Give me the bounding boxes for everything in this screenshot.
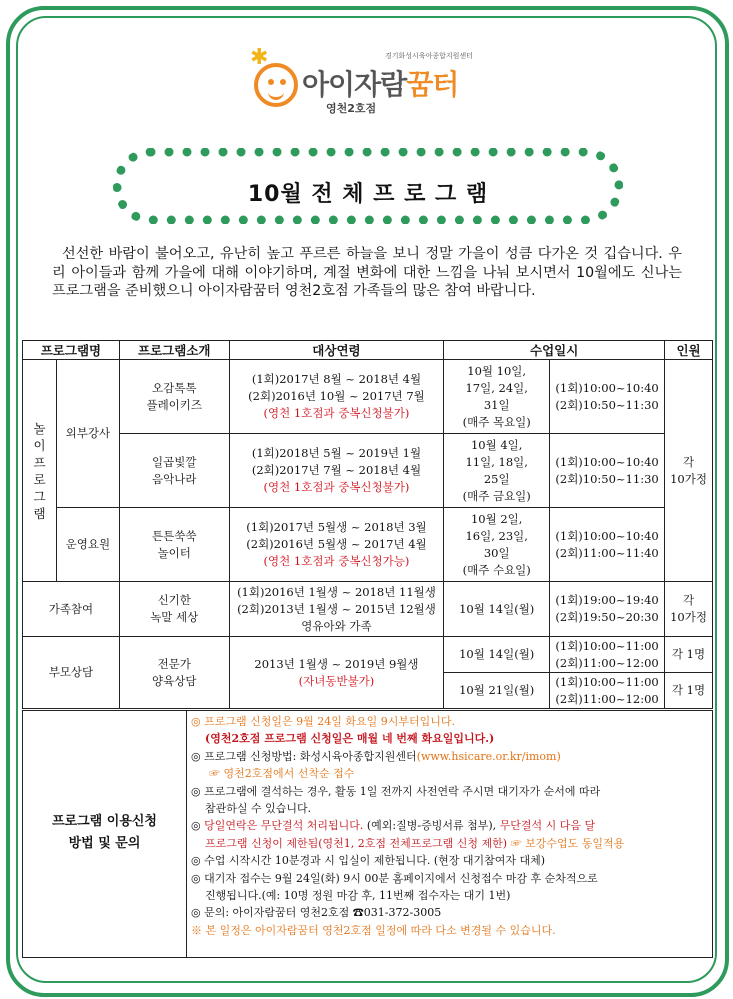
table-row: 가족참여 신기한 녹말 세상 (1회)2016년 1월생 ~ 2018년 11월생 (2회)2013년 1월생 ~ 2015년 12월생 영유아와 가족 10월 14일(월) (1회)19:00~19:40 (2회)19:50~20:30 각 10가정 [23,582,713,637]
brand-name: 아이자람꿈터 [302,68,459,101]
play-group-label: 놀 이 프 로 그 램 [23,360,57,582]
logo [240,45,510,115]
homepage-link[interactable]: (www.hsicare.or.kr/imom) [416,749,561,763]
program-table [22,340,713,709]
info-label: 프로그램 이용신청 방법 및 문의 [52,814,157,851]
smile-face-icon [254,63,298,107]
info-section [22,710,713,958]
table-header: 프로그램명 프로그램소개 대상연령 수업일시 인원 [23,341,713,360]
play-capacity: 각 10가정 [665,360,713,582]
table-row: 놀 이 프 로 그 램 외부강사 오감톡톡 플레이키즈 (1회)2017년 8월 ~ 2018년 4월 (2회)2016년 10월 ~ 2017년 7월 (영천 1호점과 중복신청불가) 10월 10일, 17일, 24일, 31일 (매주 목요일) (1회)10:00~10:40 (2회)10:50~11:30 각 10가정 [23,360,713,434]
table-row: 10월 21일(월) (1회)10:00~11:00 (2회)11:00~12:00 각 1명 [23,673,713,709]
branch-name: 영천2호점 [326,102,377,115]
intro-paragraph: 선선한 바람이 불어오고, 유난히 높고 푸르른 하늘을 보니 정말 가을이 성큼 다가온 것 깁습니다. 우리 아이들과 함께 가을에 대해 이야기하며, 계절 변화에 대한 느낌을 나눠 보시면서 10월에도 신나는 프로그램을 준비했으니 아이자람꿈터 영천2호점 가족들의 많은 참여 바랍니다. [52,246,682,299]
star-icon: ✱ [250,45,269,70]
table-row: 일곱빛깔 음악나라 (1회)2018년 5월 ~ 2019년 1월 (2회)2017년 7월 ~ 2018년 4월 (영천 1호점과 중복신청불가) 10월 4일, 11일, 18일, 25일 (매주 금요일) (1회)10:00~10:40 (2회)10:50~11:30 [23,434,713,508]
page-title: 10월 전 체 프 로 그 램 [247,182,489,207]
title-box [113,148,623,224]
info-body: ◎ 프로그램 신청일은 9월 24일 화요일 9시부터입니다. (영천2호점 프로그램 신청일은 매월 네 번째 화요일입니다.) ◎ 프로그램 신청방법: 화성시육아종합지원센터(www.hsicare.or.kr/imom) ☞ 영천2호점에서 선착순 접수 ◎ 프로그램에 결석하는 경우, 활동 1일 전까지 사전연락 주시면 대기자가 순서에 따라 참관하실 수 있습니다. ◎ 당일연락은 무단결석 처리됩니다. (예외:질병-증빙서류 첨부), 무단결석 시 다음 달 프로그램 신청이 제한됨(영천1, 2호점 전체프로그램 신청 제한) ☞ 보강수업도 동일적용 ◎ 수업 시작시간 10분경과 시 입실이 제한됩니다. (현장 대기참여자 대체) ◎ 대기자 접수는 9월 24일(화) 9시 00분 홈페이지에서 신청접수 마감 후 순차적으로 진행됩니다.(예: 10명 정원 마감 후, 11번째 접수자는 대기 1번) ◎ 문의: 아이자람꿈터 영천2호점 ☎031-372-3005 ※ 본 일정은 아이자람꿈터 영천2호점 일정에 따라 다소 변경될 수 있습니다. [191,715,625,937]
table-row: 운영요원 튼튼쑥쑥 놀이터 (1회)2017년 5월생 ~ 2018년 3월 (2회)2016년 5월생 ~ 2017년 4월 (영천 1호점과 중복신청가능) 10월 2일, 16일, 23일, 30일 (매주 수요일) (1회)10:00~10:40 (2회)11:00~11:40 [23,508,713,582]
center-name: 경기화성시육아종합지원센터 [385,52,473,60]
table-row: 부모상담 전문가 양육상담 2013년 1월생 ~ 2019년 9월생 (자녀동반불가) 10월 14일(월) (1회)10:00~11:00 (2회)11:00~12:00 각 1명 [23,637,713,673]
